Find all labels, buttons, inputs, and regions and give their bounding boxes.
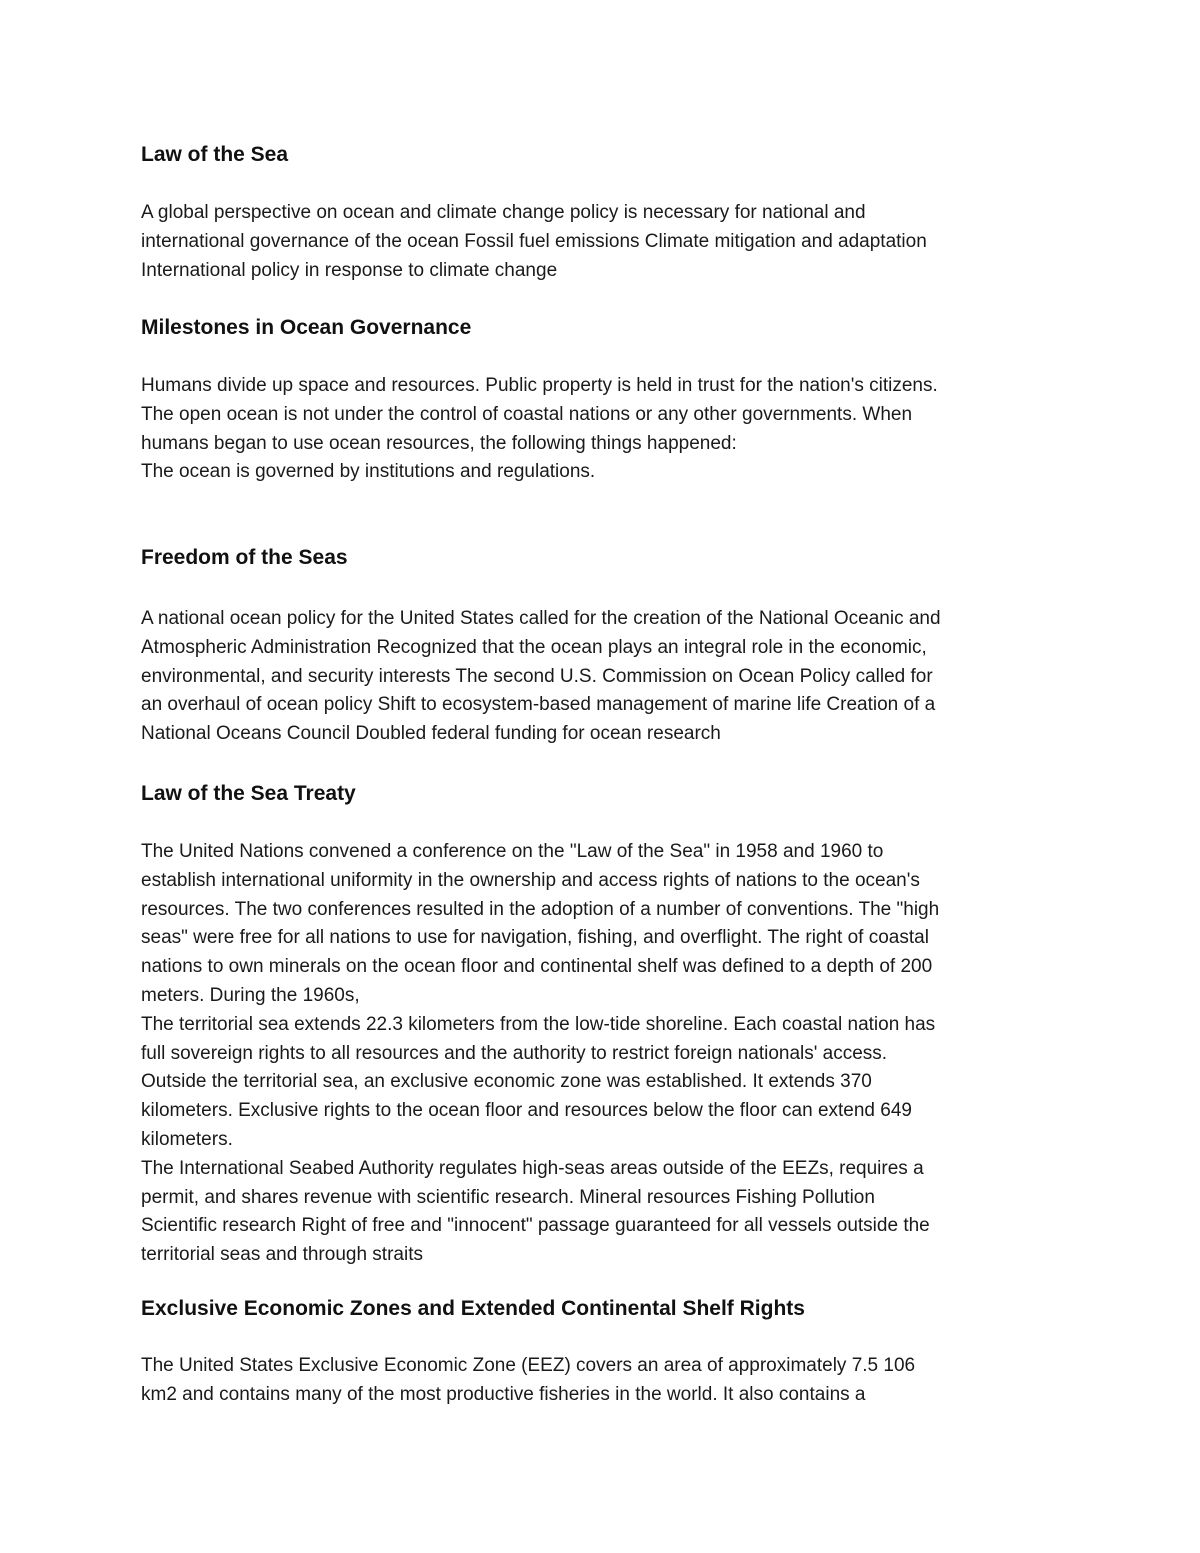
text-line: nations to own minerals on the ocean floor and continental shelf was defined to a depth of 200 [141,956,933,978]
text-line: The territorial sea extends 22.3 kilometers from the low-tide shoreline. Each coastal nation has [141,1013,936,1035]
text-line: permit, and shares revenue with scientific research. Mineral resources Fishing Pollution [141,1186,875,1208]
text-line: Atmospheric Administration Recognized that the ocean plays an integral role in the economic, [141,636,927,658]
text-line: National Oceans Council Doubled federal funding for ocean research [141,723,721,745]
section-paragraph-eez [141,1352,1061,1410]
text-line: Outside the territorial sea, an exclusive economic zone was established. It extends 370 [141,1071,872,1093]
text-line: The International Seabed Authority regulates high-seas areas outside of the EEZs, requires a [141,1157,924,1179]
section-heading-milestones: Milestones in Ocean Governance [141,316,472,339]
text-line: resources. The two conferences resulted in the adoption of a number of conventions. The "high [141,898,940,920]
text-line: Humans divide up space and resources. Public property is held in trust for the nation's citizens. [141,375,938,396]
section-heading-freedom: Freedom of the Seas [141,546,348,569]
text-line: environmental, and security interests The second U.S. Commission on Ocean Policy called for [141,665,933,687]
text-line: The ocean is governed by institutions and regulations. [141,461,596,483]
intro-paragraph [141,199,1061,285]
text-line: full sovereign rights to all resources and the authority to restrict foreign nationals' access. [141,1042,888,1064]
text-line: seas" were free for all nations to use for navigation, fishing, and overflight. The right of coastal [141,927,929,949]
section-heading-treaty: Law of the Sea Treaty [141,782,356,805]
text-line: establish international uniformity in the ownership and access rights of nations to the ocean's [141,869,920,891]
text-line: territorial seas and through straits [141,1244,423,1266]
text-line: The United Nations convened a conference on the "Law of the Sea" in 1958 and 1960 to [141,841,884,862]
text-line: humans began to use ocean resources, the following things happened: [141,432,737,454]
section-paragraph-milestones [141,372,1061,487]
text-line: international governance of the ocean Fossil fuel emissions Climate mitigation and adaptation [141,230,927,252]
section-heading-eez: Exclusive Economic Zones and Extended Continental Shelf Rights [141,1297,805,1320]
text-line: km2 and contains many of the most productive fisheries in the world. It also contains a [141,1383,866,1405]
text-line: International policy in response to climate change [141,259,558,281]
document-title: Law of the Sea [141,143,289,166]
text-line: A global perspective on ocean and climate change policy is necessary for national and [141,202,866,223]
text-line: meters. During the 1960s, [141,984,360,1006]
text-line: The open ocean is not under the control of coastal nations or any other governments. When [141,403,913,425]
text-line: kilometers. Exclusive rights to the ocean floor and resources below the floor can extend 649 [141,1100,912,1122]
text-line: Scientific research Right of free and "innocent" passage guaranteed for all vessels outside the [141,1215,930,1237]
text-line: The United States Exclusive Economic Zone (EEZ) covers an area of approximately 7.5 106 [141,1355,916,1376]
section-paragraph-treaty [141,838,1061,1270]
text-line: kilometers. [141,1128,233,1150]
text-line: A national ocean policy for the United States called for the creation of the National Oceanic and [141,608,941,629]
section-paragraph-freedom [141,605,1061,749]
text-line: an overhaul of ocean policy Shift to ecosystem-based management of marine life Creation of a [141,694,936,716]
